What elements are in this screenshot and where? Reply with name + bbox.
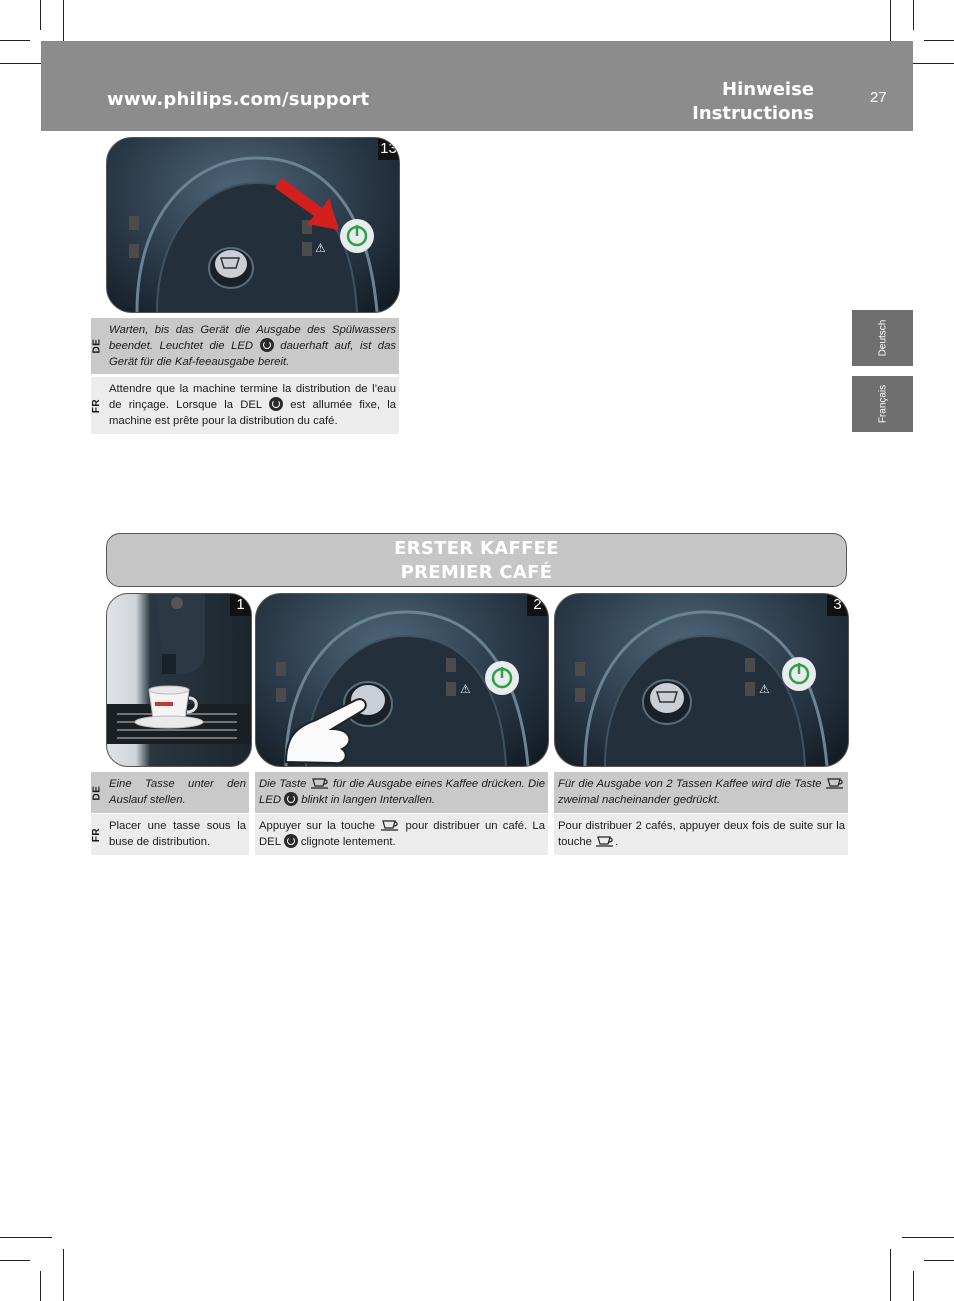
crop-mark — [0, 40, 30, 41]
lang-label-fr: FR — [91, 827, 103, 842]
step-3-text — [554, 772, 848, 855]
tab-francais-label: Français — [877, 384, 888, 424]
machine-photo-step-1 — [106, 593, 252, 767]
crop-mark — [0, 1237, 52, 1238]
fr-row — [554, 814, 848, 855]
page-title — [692, 78, 814, 126]
cup-under-spout-illustration — [107, 594, 251, 766]
step-number-1: 1 — [230, 594, 251, 616]
de-row — [255, 772, 548, 813]
step-1-text — [91, 772, 249, 855]
de-row — [554, 772, 848, 813]
tab-francais[interactable] — [852, 376, 913, 432]
svg-text:⚠: ⚠ — [315, 241, 326, 255]
crop-mark — [913, 1271, 914, 1301]
crop-mark — [63, 1249, 64, 1301]
fr-row — [91, 377, 399, 434]
fr-row — [91, 814, 249, 855]
crop-mark — [40, 1271, 41, 1301]
banner-title-de: ERSTER KAFFEE — [394, 538, 559, 559]
crop-mark — [902, 1237, 954, 1238]
machine-photo-step-3 — [554, 593, 849, 767]
power-led-icon — [284, 834, 298, 848]
lang-label-de: DE — [91, 338, 103, 354]
tab-deutsch-label: Deutsch — [877, 319, 888, 357]
svg-text:⚠: ⚠ — [759, 682, 770, 696]
step-2-text — [255, 772, 548, 855]
fr-text-part1: Appuyer sur la touche — [259, 820, 376, 832]
de-instruction — [109, 322, 396, 370]
crop-mark — [913, 0, 914, 30]
fr-text-part2: pour distribuer un café. La DEL — [259, 820, 545, 848]
de-row — [91, 318, 399, 374]
crop-mark — [890, 1249, 891, 1301]
fr-text-part3: clignote lentement. — [300, 836, 396, 848]
banner-title-fr: PREMIER CAFÉ — [400, 562, 553, 583]
de-text-part3: blinkt in langen Intervallen. — [301, 794, 436, 806]
coffee-cup-icon — [310, 777, 330, 789]
power-led-icon — [269, 397, 283, 411]
fr-row — [255, 814, 548, 855]
fr-instruction: Placer une tasse sous la buse de distribution. — [109, 820, 246, 848]
title-fr: Instructions — [692, 103, 814, 124]
power-led-icon — [260, 338, 274, 352]
step-number-13: 13 — [378, 138, 399, 160]
fr-text-part2: . — [615, 836, 619, 848]
fr-text-part1: Attendre que la machine termine la distribution de l’eau de rinçage. Lorsque la DEL — [109, 383, 396, 411]
fr-instruction — [558, 818, 845, 850]
fr-instruction — [109, 381, 396, 429]
de-text-part1: Warten, bis das Gerät die Ausgabe des Spülwassers beendet. Leuchtet die LED — [109, 324, 396, 352]
de-text-part2: zweimal nacheinander gedrückt. — [558, 794, 721, 806]
de-instruction: Eine Tasse unter den Auslauf stellen. — [109, 778, 246, 806]
power-led-icon — [284, 792, 298, 806]
lang-label-de: DE — [91, 785, 103, 800]
crop-mark — [0, 1260, 30, 1261]
step-number-3: 3 — [827, 594, 848, 616]
de-text-part1: Die Taste — [259, 778, 307, 790]
support-url[interactable]: www.philips.com/support — [107, 89, 370, 110]
fr-text-part2: est allumée fixe, la machine est prête pour la distribution du café. — [109, 399, 397, 427]
crop-mark — [924, 1260, 954, 1261]
press-two-cups-illustration — [555, 594, 848, 766]
machine-photo-step-13 — [106, 137, 400, 313]
fr-instruction — [259, 818, 545, 850]
press-one-cup-illustration — [256, 594, 548, 766]
de-text-part1: Für die Ausgabe von 2 Tassen Kaffee wird die Taste — [558, 778, 822, 790]
machine-photo-step-2 — [255, 593, 549, 767]
de-row — [91, 772, 249, 813]
de-text-part2: für die Ausgabe eines Kaffee drücken. Die LED — [259, 778, 546, 806]
lang-label-fr: FR — [91, 398, 103, 413]
step-number-2: 2 — [527, 594, 548, 616]
page-number: 27 — [870, 89, 887, 106]
coffee-cup-icon — [595, 835, 615, 847]
fr-text-part1: Pour distribuer 2 cafés, appuyer deux fois de suite sur la touche — [558, 820, 845, 848]
de-instruction — [259, 776, 545, 808]
coffee-cup-icon — [380, 819, 400, 831]
de-instruction — [558, 776, 845, 808]
de-text-part2: dauerhaft auf, ist das Gerät für die Kaf-feeausgabe bereit. — [109, 340, 397, 368]
crop-mark — [924, 40, 954, 41]
title-de: Hinweise — [722, 79, 814, 100]
machine-control-panel-illustration — [107, 138, 399, 312]
page-header — [41, 41, 913, 131]
section-banner — [106, 533, 847, 587]
coffee-cup-icon — [825, 777, 845, 789]
svg-text:⚠: ⚠ — [460, 682, 471, 696]
tab-deutsch[interactable] — [852, 310, 913, 366]
crop-mark — [40, 0, 41, 30]
step-13-text — [91, 318, 399, 434]
